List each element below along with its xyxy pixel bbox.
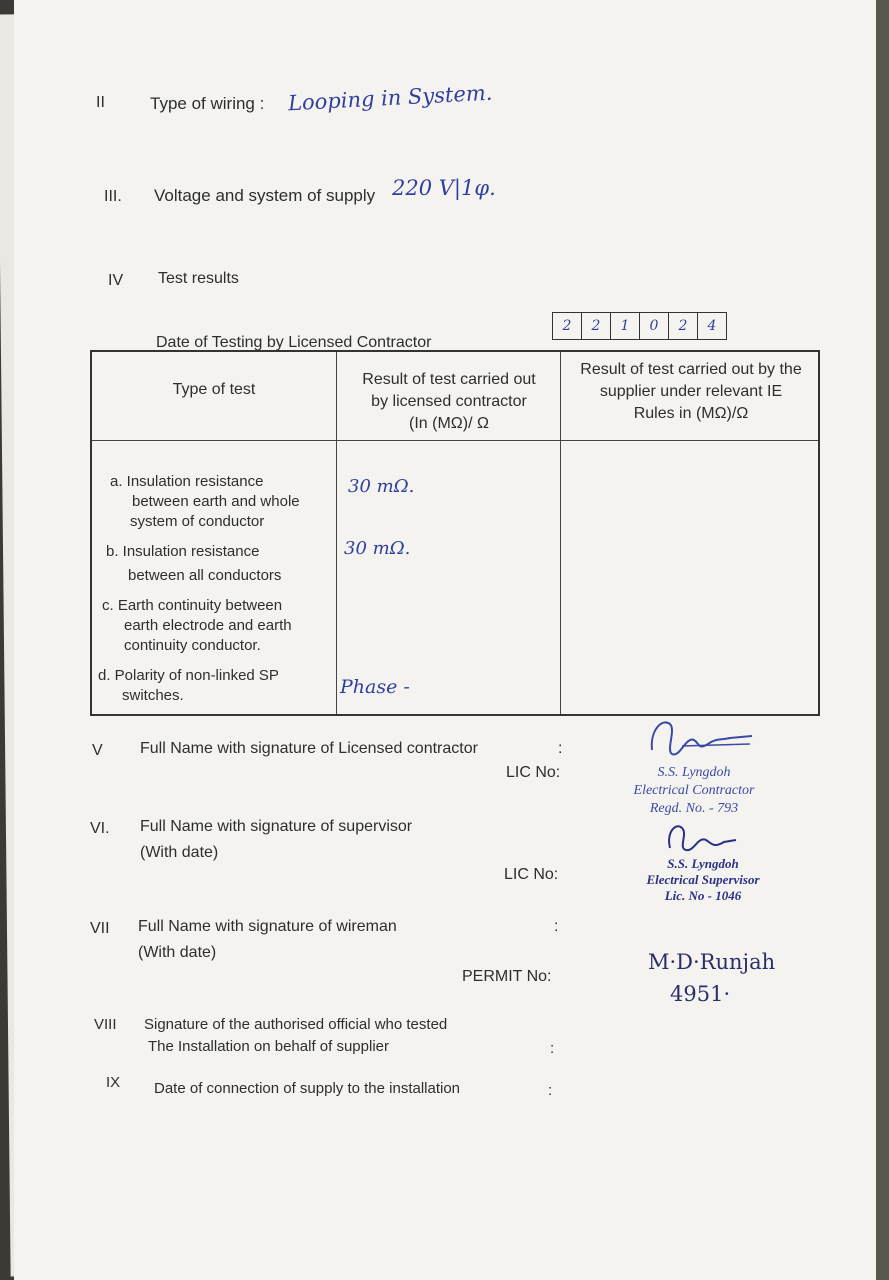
test-name: continuity conductor.	[124, 637, 261, 654]
test-name: a. Insulation resistance	[110, 473, 264, 490]
testing-date-label: Date of Testing by Licensed Contractor	[156, 334, 432, 351]
table-header-divider	[92, 440, 818, 441]
contractor-stamp	[614, 764, 774, 818]
section-number: V	[92, 742, 103, 759]
table-row	[106, 542, 281, 586]
section-number: IX	[106, 1074, 121, 1091]
stamp-name: S.S. Lyngdoh	[667, 856, 739, 871]
testing-date-boxes	[552, 312, 726, 340]
test-name: system of conductor	[130, 513, 265, 530]
section-number: IV	[108, 272, 124, 289]
test-name: earth electrode and earth	[124, 617, 292, 634]
with-date-label: (With date)	[140, 844, 219, 861]
header-type-of-test: Type of test	[172, 381, 256, 398]
test-results-table	[90, 350, 820, 716]
stamp-title: Electrical Supervisor	[646, 872, 760, 887]
date-digit-box: 0	[639, 312, 669, 340]
header-text: Result of test carried out by the	[580, 361, 802, 378]
date-digit-box: 2	[581, 312, 611, 340]
contractor-result-value: 30 mΩ.	[344, 538, 411, 559]
date-digit-box: 1	[610, 312, 640, 340]
test-name: between earth and whole	[132, 493, 300, 510]
test-name: b. Insulation resistance	[106, 543, 260, 560]
section-number: II	[96, 94, 105, 111]
test-results-heading: Test results	[158, 270, 239, 287]
colon: :	[558, 740, 563, 757]
stamp-regd: Regd. No. - 793	[649, 801, 739, 816]
stamp-title: Electrical Contractor	[633, 783, 755, 798]
stamp-lic: Lic. No - 1046	[664, 888, 742, 903]
test-name: between all conductors	[128, 567, 282, 584]
supervisor-signature	[660, 818, 740, 858]
header-text: Rules in (MΩ)/Ω	[633, 405, 749, 422]
voltage-label: Voltage and system of supply	[154, 186, 376, 205]
table-row	[102, 596, 292, 656]
contractor-signature	[642, 710, 762, 766]
test-name: d. Polarity of non-linked SP	[98, 667, 279, 684]
colon: :	[550, 1040, 555, 1057]
table-row	[98, 666, 279, 706]
section-number: VII	[90, 920, 110, 937]
header-text: Result of test carried out	[362, 371, 536, 388]
header-text: by licensed contractor	[371, 393, 527, 410]
form-sheet	[14, 0, 876, 1280]
contractor-result-value: 30 mΩ.	[348, 476, 415, 497]
date-digit-box: 2	[668, 312, 698, 340]
date-digit-box: 2	[552, 312, 582, 340]
colon: :	[554, 918, 559, 935]
wireman-name: M·D·Runjah	[648, 950, 776, 974]
header-supplier-result	[562, 360, 820, 424]
supervisor-stamp	[628, 856, 778, 904]
wireman-permit-number: 4951·	[670, 982, 731, 1006]
date-digit-box: 4	[697, 312, 727, 340]
with-date-label: (With date)	[138, 944, 217, 961]
connection-date-label: Date of connection of supply to the installation	[154, 1080, 461, 1097]
header-contractor-result	[338, 370, 560, 434]
contractor-result-value: Phase -	[340, 676, 410, 698]
stamp-name: S.S. Lyngdoh	[657, 765, 731, 780]
voltage-value: 220 V|1φ.	[392, 176, 496, 200]
supervisor-signature-label: Full Name with signature of supervisor	[140, 818, 413, 835]
wiring-type-label: Type of wiring :	[150, 94, 265, 113]
table-row	[110, 472, 300, 532]
official-signature-label: Signature of the authorised official who tested	[144, 1016, 448, 1033]
header-text: (In (MΩ)/ Ω	[409, 415, 489, 432]
section-number: VI.	[90, 820, 110, 837]
official-signature-label-line2: The Installation on behalf of supplier	[148, 1038, 389, 1055]
section-number: III.	[104, 188, 122, 205]
permit-no-label: PERMIT No:	[462, 968, 552, 985]
wiring-type-value: Looping in System.	[287, 80, 493, 116]
table-divider	[560, 352, 561, 714]
table-divider	[336, 352, 337, 714]
lic-no-label: LIC No:	[506, 764, 561, 781]
colon: :	[548, 1082, 553, 1099]
header-text: supplier under relevant IE	[599, 383, 783, 400]
section-number: VIII	[94, 1016, 117, 1033]
test-name: c. Earth continuity between	[102, 597, 283, 614]
contractor-signature-label: Full Name with signature of Licensed contractor	[140, 740, 478, 757]
wireman-signature-label: Full Name with signature of wireman	[138, 918, 397, 935]
lic-no-label: LIC No:	[504, 866, 559, 883]
test-name: switches.	[122, 687, 184, 704]
